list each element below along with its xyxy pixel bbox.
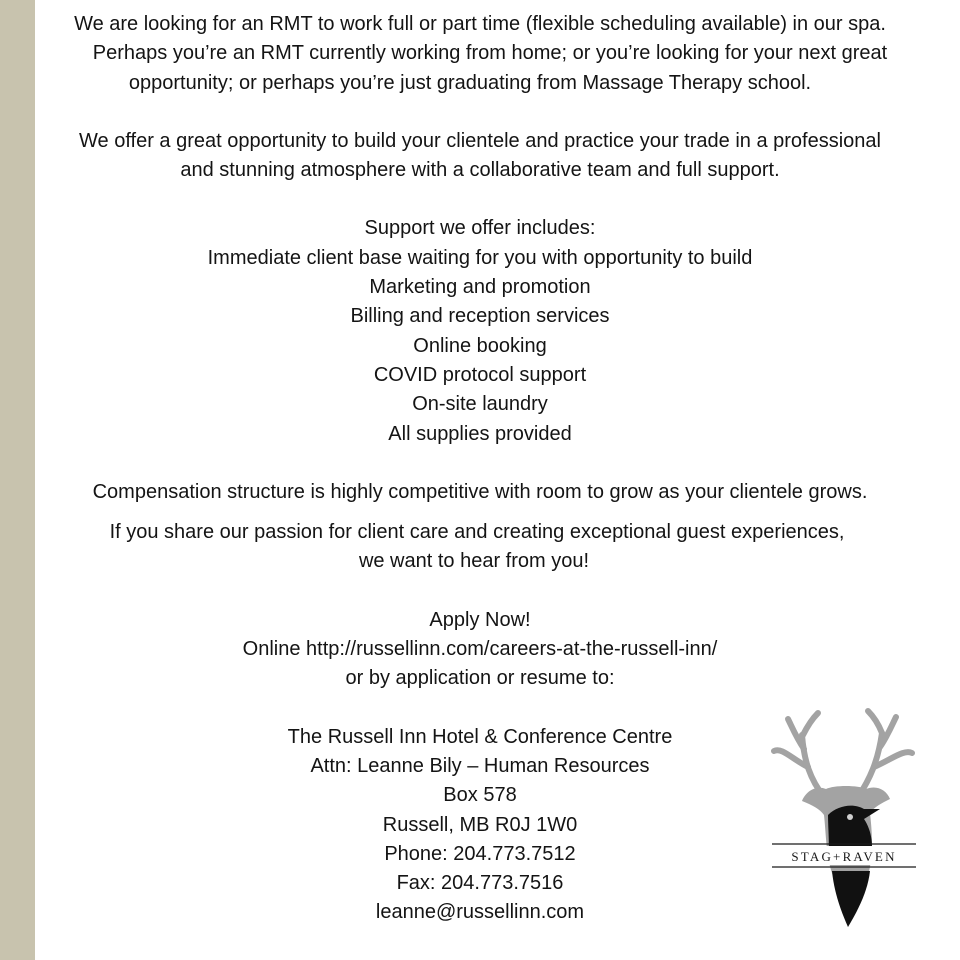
passion-line: we want to hear from you! bbox=[358, 550, 590, 573]
apply-section bbox=[35, 606, 925, 694]
compensation-line: Compensation structure is highly competitive with room to grow as your clientele grows. bbox=[92, 480, 868, 503]
support-item: All supplies provided bbox=[388, 422, 572, 445]
apply-alt-line: or by application or resume to: bbox=[345, 667, 615, 690]
address-line: Russell, MB R0J 1W0 bbox=[382, 813, 578, 836]
support-heading: Support we offer includes: bbox=[364, 217, 596, 240]
offer-line: and stunning atmosphere with a collaborative team and full support. bbox=[180, 159, 780, 182]
passion-line: If you share our passion for client care and creating exceptional guest experiences, bbox=[109, 521, 845, 544]
raven-lower bbox=[832, 871, 870, 927]
address-line: The Russell Inn Hotel & Conference Centre bbox=[287, 725, 673, 748]
careers-link[interactable]: http://russellinn.com/careers-at-the-russell-inn/ bbox=[306, 638, 718, 661]
offer-line: We offer a great opportunity to build your clientele and practice your trade in a professional bbox=[79, 129, 881, 152]
antlers bbox=[774, 711, 912, 797]
passion-paragraph bbox=[35, 518, 925, 577]
apply-online-line bbox=[35, 635, 925, 664]
intro-paragraph bbox=[35, 10, 925, 98]
fax-line: Fax: 204.773.7516 bbox=[396, 872, 564, 895]
support-item: Online booking bbox=[413, 334, 547, 357]
support-item: On-site laundry bbox=[412, 393, 548, 416]
support-list bbox=[35, 214, 925, 448]
support-item: Billing and reception services bbox=[350, 305, 610, 328]
stag-raven-logo bbox=[766, 705, 922, 937]
intro-line: Perhaps you’re an RMT currently working from home; or you’re looking for your next great bbox=[92, 42, 888, 65]
logo-text: STAG+RAVEN bbox=[791, 849, 897, 864]
support-item: COVID protocol support bbox=[373, 363, 587, 386]
intro-line: We are looking for an RMT to work full or part time (flexible scheduling available) in our spa. bbox=[74, 13, 886, 35]
address-line: Attn: Leanne Bily – Human Resources bbox=[310, 754, 650, 777]
compensation-paragraph bbox=[35, 478, 925, 507]
address-line: Box 578 bbox=[443, 784, 517, 807]
phone-line: Phone: 204.773.7512 bbox=[384, 842, 576, 865]
intro-line: opportunity; or perhaps you’re just graduating from Massage Therapy school. bbox=[128, 71, 812, 94]
apply-online-label: Online bbox=[242, 638, 307, 661]
email-link[interactable]: leanne@russellinn.com bbox=[375, 901, 585, 924]
side-stripe bbox=[0, 0, 35, 960]
apply-heading: Apply Now! bbox=[429, 608, 531, 631]
support-item: Marketing and promotion bbox=[369, 276, 591, 299]
offer-paragraph bbox=[35, 127, 925, 186]
support-item: Immediate client base waiting for you with opportunity to build bbox=[207, 246, 753, 269]
raven-eye bbox=[847, 814, 853, 820]
